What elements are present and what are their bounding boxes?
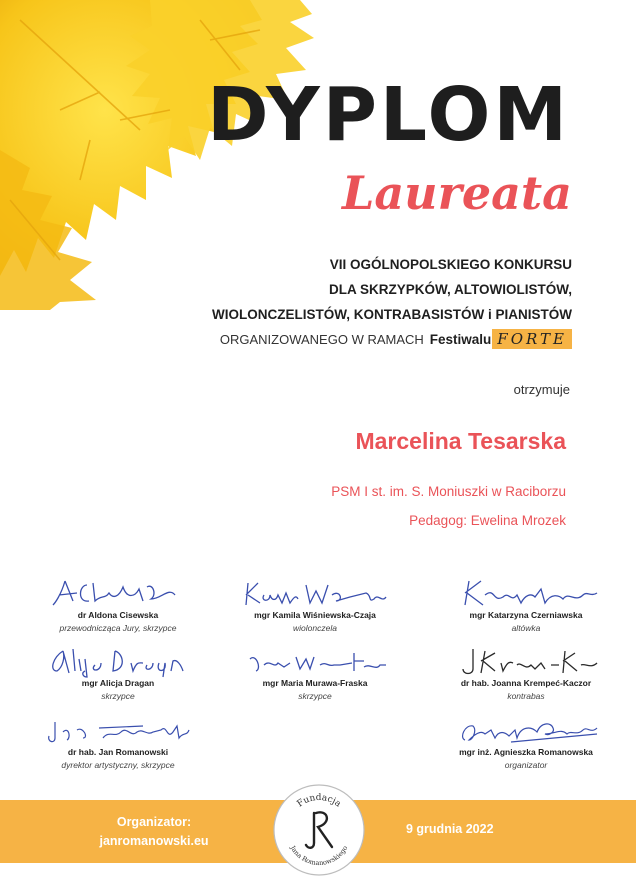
contest-line-1: VII OGÓLNOPOLSKIEGO KONKURSU [329,257,572,272]
organized-prefix: ORGANIZOWANEGO W RAMACH [219,331,424,347]
signature-block [436,712,616,770]
logo-bottom-text: Jana Romanowskiego [288,844,350,868]
handwritten-signature [240,643,390,677]
signature-role: dyrektor artystyczny, skrzypce [61,760,175,770]
signature-block [225,643,405,701]
signature-name: dr Aldona Cisewska [77,610,159,620]
signature-name: mgr inż. Agnieszka Romanowska [459,747,593,757]
signature-name: mgr Kamila Wiśniewska-Czaja [254,610,376,620]
signature-block [225,575,405,633]
diploma-date: 9 grudnia 2022 [406,822,494,836]
signature-role: kontrabas [507,691,545,701]
logo-top-text: Fundacja [295,792,343,810]
signature-role: organizator [504,760,548,770]
handwritten-signature [43,575,193,609]
signature-block [28,643,208,701]
laureate-teacher: Pedagog: Ewelina Mrozek [409,513,566,528]
signature-block [28,712,208,770]
footer-organizer [64,813,244,851]
signature-role: wiolonczela [293,623,337,633]
contest-line-2: DLA SKRZYPKÓW, ALTOWIOLISTÓW, [329,282,572,297]
foundation-logo [272,783,366,877]
signature-role: altówka [511,623,541,633]
signature-block [436,575,616,633]
diploma-subtitle: Laureata [342,166,572,220]
laureate-school: PSM I st. im. S. Moniuszki w Raciborzu [331,484,566,499]
signature-role: przewodnicząca Jury, skrzypce [59,623,177,633]
signature-block [28,575,208,633]
handwritten-signature [451,575,601,609]
contest-line-3: WIOLONCZELISTÓW, KONTRABASISTÓW i PIANISTÓW [212,307,572,322]
handwritten-signature [451,712,601,746]
contest-description [212,252,572,327]
organized-line [220,329,572,349]
handwritten-signature [240,575,390,609]
signature-name: mgr Maria Murawa-Fraska [262,678,368,688]
signature-name: mgr Alicja Dragan [81,678,155,688]
handwritten-signature [451,643,601,677]
organizer-label: Organizator: [116,815,192,829]
festival-word: Festiwalu [429,331,492,347]
diploma-title: DYPLOM [207,72,570,158]
festival-name-badge: FORTE [492,329,572,349]
receives-text: otrzymuje [513,382,570,397]
signature-name: mgr Katarzyna Czerniawska [469,610,583,620]
signature-role: skrzypce [298,691,332,701]
laureate-name: Marcelina Tesarska [355,428,566,454]
organizer-website[interactable]: janromanowski.eu [99,834,209,848]
signature-block [436,643,616,701]
signature-name: dr hab. Joanna Krempeć-Kaczor [460,678,592,688]
handwritten-signature [43,643,193,677]
handwritten-signature [43,712,193,746]
signature-role: skrzypce [101,691,135,701]
signature-name: dr hab. Jan Romanowski [67,747,169,757]
